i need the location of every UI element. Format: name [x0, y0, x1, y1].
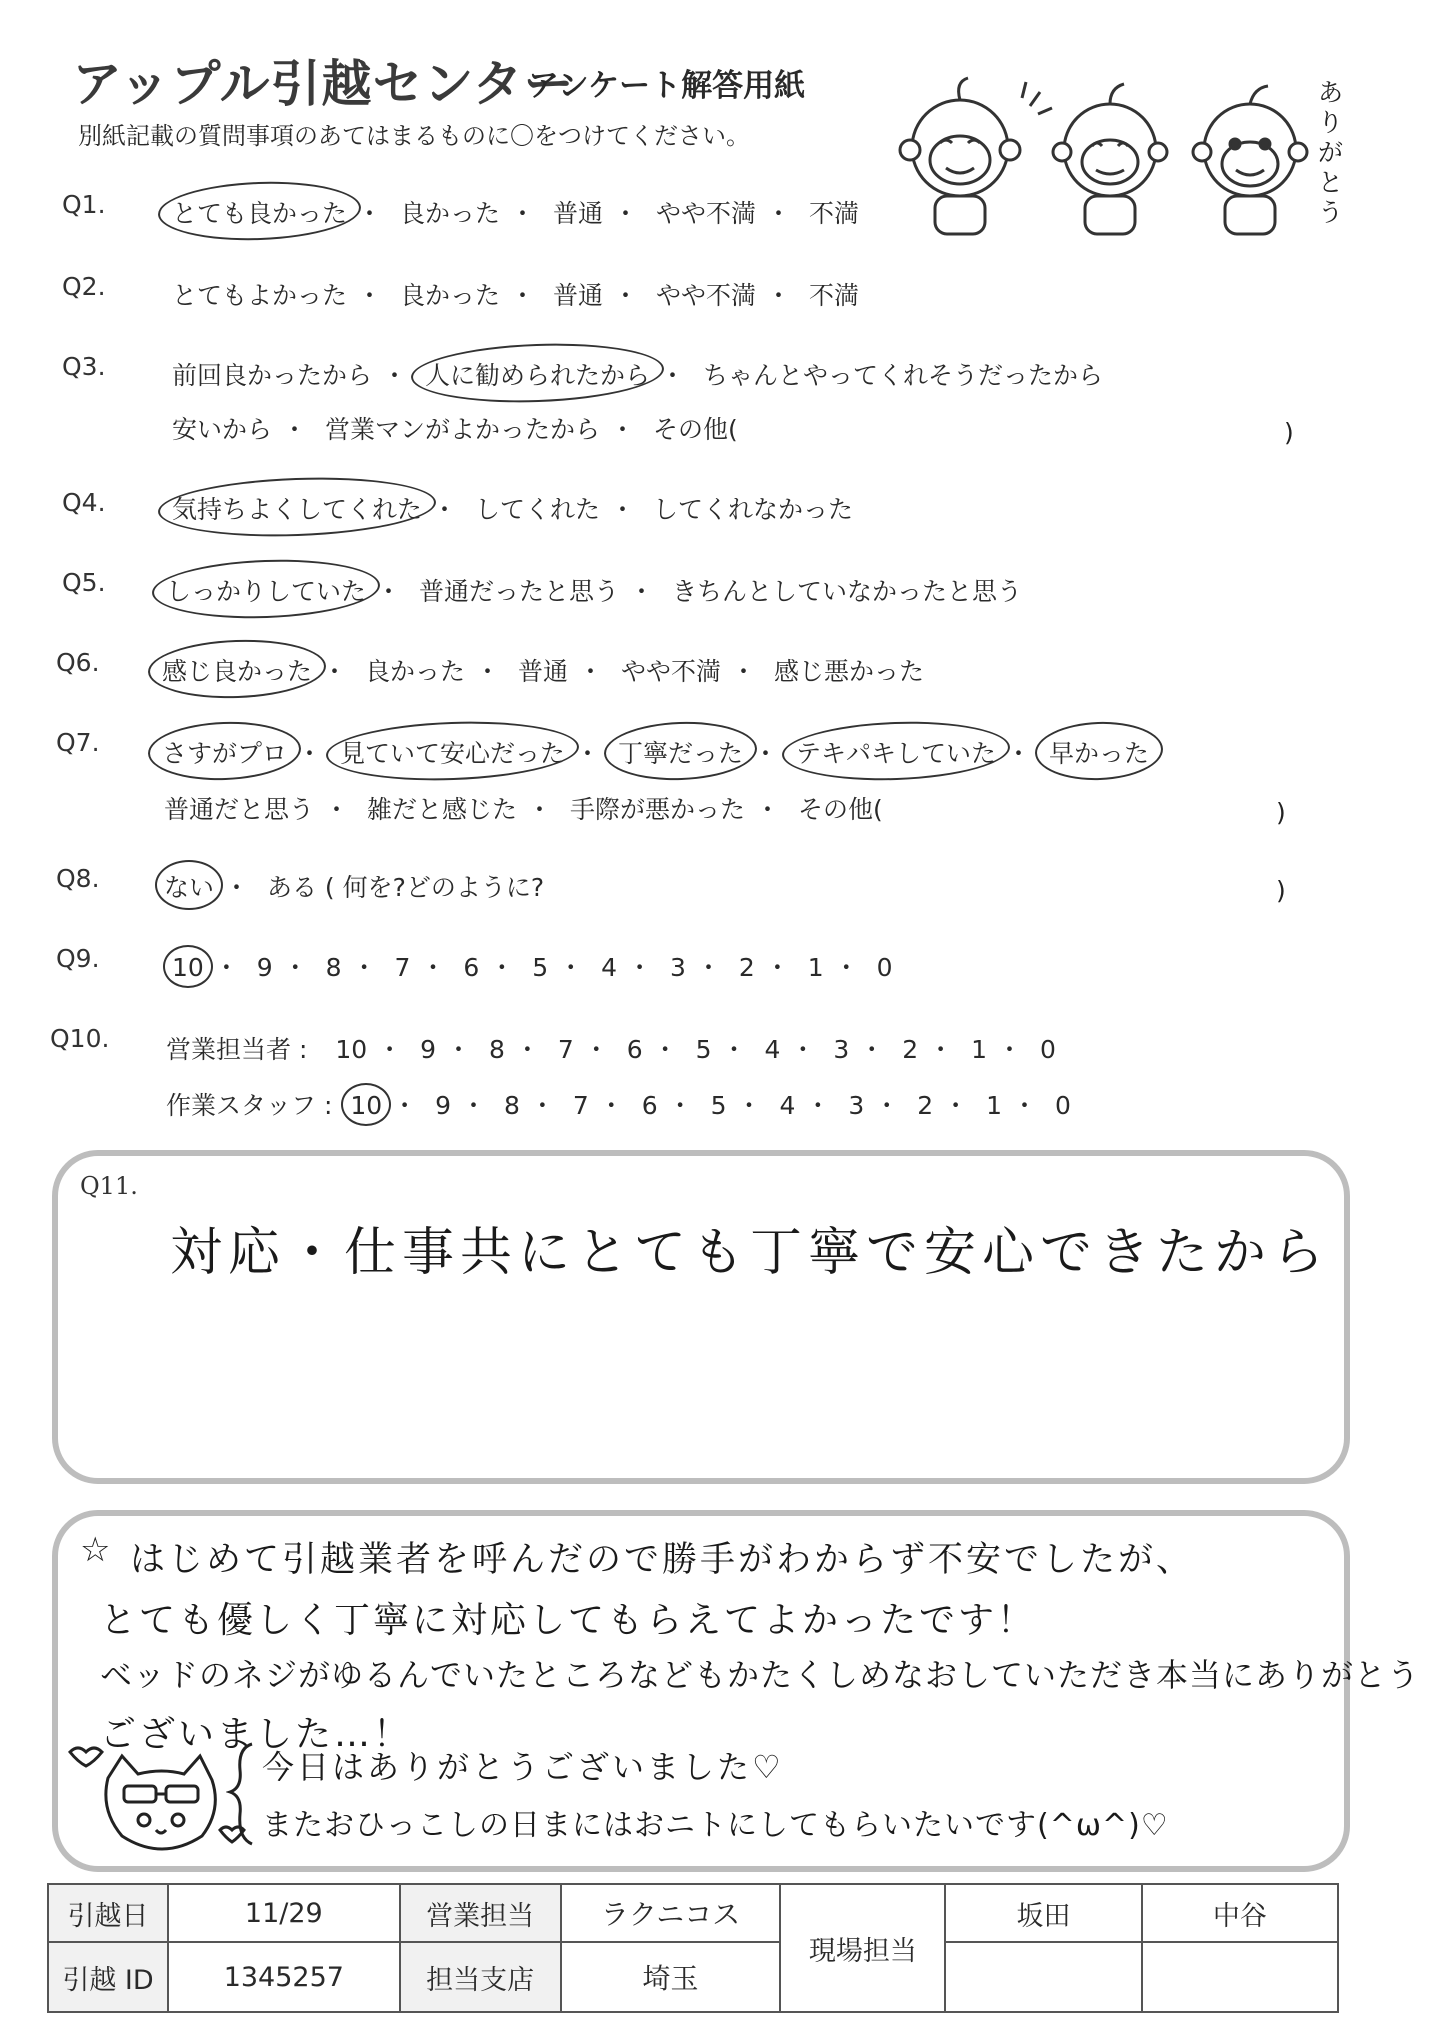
- q8-option-2[interactable]: ある ( 何を?どのように?: [266, 873, 545, 902]
- comment-star-icon: ☆: [80, 1530, 114, 1570]
- q10-sales-score-0[interactable]: 0: [1039, 1035, 1056, 1064]
- comment-line-2: とても優しく丁寧に対応してもらえてよかったです！: [100, 1600, 1037, 1641]
- q10-sales-label: 営業担当者 :: [166, 1035, 308, 1064]
- q7-number: Q7.: [56, 728, 100, 757]
- q9-score-9[interactable]: 9: [256, 953, 273, 982]
- q4-number: Q4.: [62, 488, 106, 517]
- q9-score-7[interactable]: 7: [394, 953, 411, 982]
- q2-option-3[interactable]: 普通: [552, 281, 603, 310]
- q10-staff-score-8[interactable]: 8: [503, 1091, 520, 1120]
- q9-number: Q9.: [56, 944, 100, 973]
- q2-option-4[interactable]: やや不満: [655, 281, 756, 310]
- q9-score-0[interactable]: 0: [876, 953, 893, 982]
- q5-options: しっかりしていた ・ 普通だったと思う ・ きちんとしていなかったと思う: [166, 572, 1022, 608]
- q2-options: とてもよかった ・ 良かった ・ 普通 ・ やや不満 ・ 不満: [172, 281, 859, 310]
- branch-label: 担当支店: [400, 1942, 561, 2012]
- q1-option-1-circled[interactable]: とても良かった: [172, 194, 347, 230]
- instruction-text: 別紙記載の質問事項のあてはまるものに〇をつけてください。: [78, 122, 750, 150]
- q10-sales-score-5[interactable]: 5: [695, 1035, 712, 1064]
- q6-number: Q6.: [56, 648, 100, 677]
- q7-option-3-circled[interactable]: 丁寧だった: [618, 734, 743, 770]
- q10-staff-score-4[interactable]: 4: [779, 1091, 796, 1120]
- q10-sales-score-4[interactable]: 4: [764, 1035, 781, 1064]
- q6-options: 感じ良かった ・ 良かった ・ 普通 ・ やや不満 ・ 感じ悪かった: [162, 652, 924, 688]
- q11-number: Q11.: [80, 1172, 138, 1200]
- q1-number: Q1.: [62, 190, 106, 219]
- q7-option-4-circled[interactable]: テキパキしていた: [796, 734, 996, 770]
- q5-option-3[interactable]: きちんとしていなかったと思う: [671, 577, 1022, 606]
- site-staff-4-cell[interactable]: [1142, 1942, 1338, 2012]
- comment-line-3: ベッドのネジがゆるんでいたところなどもかたくしめなおしていただき本当にありがとう: [100, 1656, 1421, 1694]
- q1-options: とても良かった ・ 良かった ・ 普通 ・ やや不満 ・ 不満: [172, 194, 859, 230]
- q6-option-1-circled[interactable]: 感じ良かった: [162, 652, 312, 688]
- q10-staff-score-3[interactable]: 3: [848, 1091, 865, 1120]
- brace-doodle: [226, 1740, 256, 1850]
- q10-staff-score-1[interactable]: 1: [986, 1091, 1003, 1120]
- q10-sales-score-10[interactable]: 10: [335, 1035, 368, 1064]
- company-title: アップル引越センター: [72, 55, 575, 113]
- q1-option-5[interactable]: 不満: [808, 199, 859, 228]
- q6-option-5[interactable]: 感じ悪かった: [773, 657, 924, 686]
- q3-option-2-circled[interactable]: 人に勧められたから: [425, 356, 650, 392]
- q7-option-2-circled[interactable]: 見ていて安心だった: [340, 734, 565, 770]
- site-staff-label: 現場担当: [780, 1884, 945, 2012]
- q2-number: Q2.: [62, 272, 106, 301]
- reply-line-2: またおひっこしの日まにはおニトにしてもらいたいです(^ω^)♡: [262, 1808, 1169, 1843]
- q7-option-5-circled[interactable]: 早かった: [1049, 734, 1149, 770]
- q7-option-1-circled[interactable]: さすがプロ: [162, 734, 287, 770]
- q3-option-4[interactable]: 安いから: [172, 415, 273, 444]
- q3-option-3[interactable]: ちゃんとやってくれそうだったから: [702, 361, 1103, 390]
- q9-score-3[interactable]: 3: [670, 953, 686, 982]
- q3-close-paren: ): [1284, 418, 1294, 447]
- q10-staff-score-0[interactable]: 0: [1054, 1091, 1071, 1120]
- q7-option-other[interactable]: その他(: [797, 795, 883, 824]
- q1-option-3[interactable]: 普通: [552, 199, 603, 228]
- q10-staff-score-2[interactable]: 2: [917, 1091, 934, 1120]
- q10-staff-score-7[interactable]: 7: [572, 1091, 589, 1120]
- q10-staff-row: 作業スタッフ : 10 ・ 9 ・ 8 ・ 7 ・ 6 ・ 5 ・ 4 ・ 3 ・ 2 ・ 1 ・ 0: [166, 1091, 1071, 1120]
- q3-number: Q3.: [62, 352, 106, 381]
- q4-option-1-circled[interactable]: 気持ちよくしてくれた: [172, 490, 422, 526]
- q10-sales-row: 営業担当者 : 10 ・ 9 ・ 8 ・ 7 ・ 6 ・ 5 ・ 4 ・ 3 ・ 2 ・ 1 ・ 0: [166, 1035, 1056, 1064]
- q3-option-other[interactable]: その他(: [652, 415, 738, 444]
- mascot-illustration: [880, 58, 1340, 248]
- q8-close-paren: ): [1276, 876, 1286, 905]
- q7-option-8[interactable]: 手際が悪かった: [569, 795, 745, 824]
- q9-score-8[interactable]: 8: [325, 953, 342, 982]
- move-id-value[interactable]: 1345257: [168, 1942, 400, 2012]
- q6-option-4[interactable]: やや不満: [620, 657, 721, 686]
- comment-line-4: ございました…！: [100, 1714, 413, 1755]
- reply-line-1: 今日はありがとうございました♡: [262, 1748, 784, 1786]
- q9-scale: 10 ・ 9 ・ 8 ・ 7 ・ 6 ・ 5 ・ 4 ・ 3 ・ 2 ・ 1 ・ 0: [172, 953, 893, 982]
- q10-sales-score-8[interactable]: 8: [488, 1035, 505, 1064]
- q6-option-3[interactable]: 普通: [517, 657, 568, 686]
- form-title: アンケート解答用紙: [528, 68, 806, 104]
- q3-option-5[interactable]: 営業マンがよかったから: [324, 415, 600, 444]
- q10-staff-score-9[interactable]: 9: [435, 1091, 452, 1120]
- q8-options: ない ・ ある ( 何を?どのように?: [164, 868, 544, 904]
- q10-staff-score-5[interactable]: 5: [710, 1091, 727, 1120]
- q11-answer-box[interactable]: [52, 1150, 1350, 1484]
- q9-score-6[interactable]: 6: [463, 953, 480, 982]
- q7-option-6[interactable]: 普通だと思う: [164, 795, 315, 824]
- q4-option-2[interactable]: してくれた: [474, 495, 600, 524]
- q10-sales-score-3[interactable]: 3: [833, 1035, 850, 1064]
- move-id-label: 引越 ID: [48, 1942, 168, 2012]
- q7-close-paren: ): [1276, 798, 1286, 827]
- mascot-thanks-text: ありがとう: [1318, 78, 1344, 227]
- q10-sales-score-6[interactable]: 6: [626, 1035, 643, 1064]
- site-staff-2-value[interactable]: 中谷: [1142, 1884, 1338, 1942]
- q3-options-line1: 前回良かったから ・ 人に勧められたから ・ ちゃんとやってくれそうだったから: [172, 356, 1103, 392]
- q5-number: Q5.: [62, 568, 106, 597]
- q3-option-1[interactable]: 前回良かったから: [172, 361, 373, 390]
- sales-rep-value[interactable]: ラクニコス: [561, 1884, 781, 1942]
- q7-options-line2: 普通だと思う ・ 雑だと感じた ・ 手際が悪かった ・ その他(: [164, 795, 883, 824]
- cat-doodle-icon: [60, 1738, 250, 1858]
- q2-option-2[interactable]: 良かった: [399, 281, 500, 310]
- q4-options: 気持ちよくしてくれた ・ してくれた ・ してくれなかった: [172, 490, 853, 526]
- q11-handwritten-answer: 対応・仕事共にとても丁寧で安心できたから: [170, 1223, 1331, 1283]
- q1-option-4[interactable]: やや不満: [655, 199, 756, 228]
- q6-option-2[interactable]: 良かった: [364, 657, 465, 686]
- q10-number: Q10.: [50, 1024, 110, 1053]
- q5-option-1-circled[interactable]: しっかりしていた: [166, 572, 366, 608]
- branch-value[interactable]: 埼玉: [561, 1942, 781, 2012]
- q10-staff-score-10-circled[interactable]: 10: [350, 1091, 383, 1120]
- q10-sales-score-2[interactable]: 2: [902, 1035, 919, 1064]
- q2-option-5[interactable]: 不満: [808, 281, 859, 310]
- q9-score-1[interactable]: 1: [807, 953, 824, 982]
- q4-option-3[interactable]: してくれなかった: [652, 495, 853, 524]
- sales-rep-label: 営業担当: [400, 1884, 561, 1942]
- site-staff-1-value[interactable]: 坂田: [945, 1884, 1141, 1942]
- q8-number: Q8.: [56, 864, 100, 893]
- q10-staff-label: 作業スタッフ :: [166, 1091, 333, 1120]
- q5-option-2[interactable]: 普通だったと思う: [418, 577, 619, 606]
- move-date-value[interactable]: 11/29: [168, 1884, 400, 1942]
- q10-sales-score-9[interactable]: 9: [420, 1035, 437, 1064]
- q9-score-5[interactable]: 5: [532, 953, 549, 982]
- q2-option-1[interactable]: とてもよかった: [172, 281, 348, 310]
- q9-score-4[interactable]: 4: [601, 953, 618, 982]
- q9-score-10-circled[interactable]: 10: [172, 953, 204, 982]
- q10-staff-score-6[interactable]: 6: [641, 1091, 658, 1120]
- q10-sales-score-1[interactable]: 1: [971, 1035, 988, 1064]
- q10-sales-score-7[interactable]: 7: [557, 1035, 574, 1064]
- q1-option-2[interactable]: 良かった: [399, 199, 500, 228]
- site-staff-3-cell[interactable]: [945, 1942, 1141, 2012]
- q8-option-1-circled[interactable]: ない: [164, 868, 214, 904]
- comment-line-1: はじめて引越業者を呼んだので勝手がわからず不安でしたが、: [130, 1540, 1195, 1580]
- q9-score-2[interactable]: 2: [738, 953, 755, 982]
- q7-options-line1: さすがプロ ・ 見ていて安心だった ・ 丁寧だった ・ テキパキしていた ・ 早かった: [162, 734, 1149, 770]
- move-info-table: [47, 1883, 1339, 2013]
- q7-option-7[interactable]: 雑だと感じた: [366, 795, 517, 824]
- move-date-label: 引越日: [48, 1884, 168, 1942]
- q3-options-line2: 安いから ・ 営業マンがよかったから ・ その他(: [172, 415, 738, 444]
